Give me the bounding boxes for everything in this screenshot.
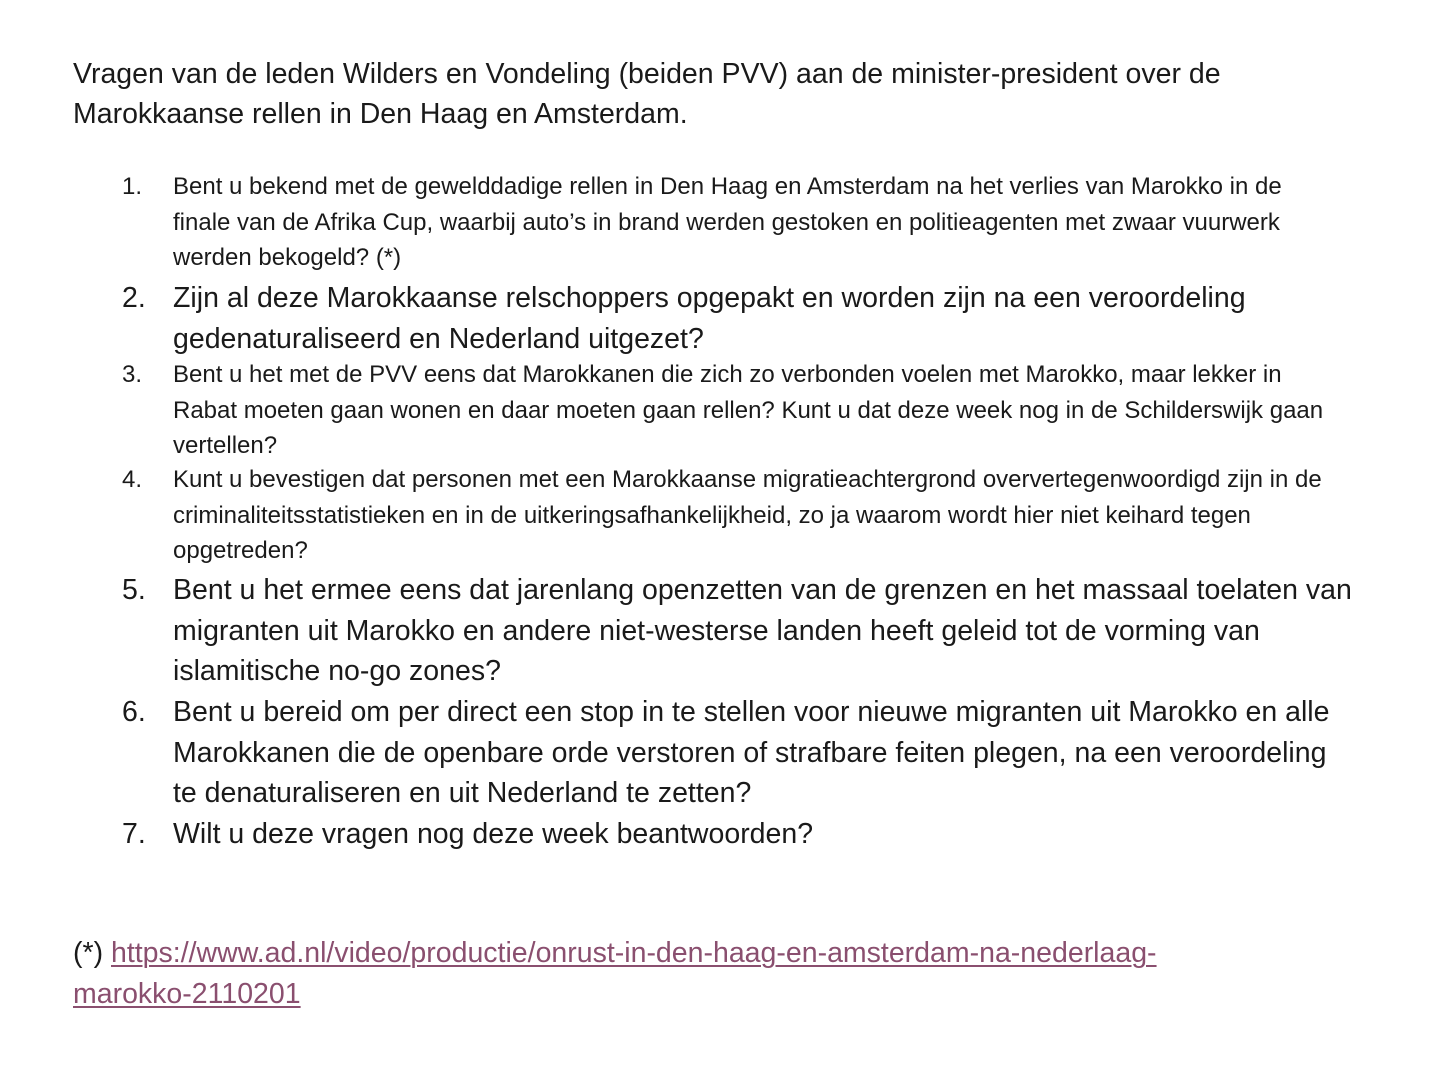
question-text: Bent u het ermee eens dat jarenlang openzetten van de grenzen en het massaal toelaten van migranten uit Marokko en andere niet-westerse landen heeft geleid tot de vorming van islamitische no-go zones?: [173, 574, 1352, 687]
question-number: 4.: [122, 466, 143, 493]
question-number: 2.: [122, 282, 146, 314]
question-number: 1.: [122, 173, 143, 200]
question-text: Kunt u bevestigen dat personen met een Marokkaanse migratieachtergrond oververtegenwoordigd zijn in de criminaliteitsstatistieken en in de uitkeringsafhankelijkheid, zo ja waarom wordt hier niet keihard tegen opgetreden?: [173, 466, 1322, 564]
footnote-marker: (*): [73, 937, 104, 969]
document-title: Vragen van de leden Wilders en Vondeling (beiden PVV) aan de minister-president over de Marokkaanse rellen in Den Haag en Amsterdam.: [73, 58, 1221, 130]
question-number: 6.: [122, 696, 146, 728]
question-text: Wilt u deze vragen nog deze week beantwoorden?: [173, 818, 814, 850]
question-number: 3.: [122, 361, 143, 388]
question-number: 7.: [122, 818, 146, 850]
footnote-link[interactable]: https://www.ad.nl/video/productie/onrust-in-den-haag-en-amsterdam-na-nederlaag-marokko-2110201: [73, 937, 1157, 1010]
footnote: [73, 933, 1273, 1014]
question-text: Bent u bekend met de gewelddadige rellen in Den Haag en Amsterdam na het verlies van Marokko in de finale van de Afrika Cup, waarbij auto’s in brand werden gestoken en politieagenten met zwaar vuurwerk werden bekogeld? (*): [173, 173, 1282, 271]
question-text: Bent u het met de PVV eens dat Marokkanen die zich zo verbonden voelen met Marokko, maar lekker in Rabat moeten gaan wonen en daar moeten gaan rellen? Kunt u dat deze week nog in de Schilderswijk gaan vertellen?: [173, 361, 1324, 459]
question-text: Zijn al deze Marokkaanse relschoppers opgepakt en worden zijn na een veroordeling gedenaturaliseerd en Nederland uitgezet?: [173, 282, 1246, 355]
question-number: 5.: [122, 574, 146, 606]
question-text: Bent u bereid om per direct een stop in te stellen voor nieuwe migranten uit Marokko en alle Marokkanen die de openbare orde verstoren of strafbare feiten plegen, na een veroordeling te denaturaliseren en uit Nederland te zetten?: [173, 696, 1330, 809]
